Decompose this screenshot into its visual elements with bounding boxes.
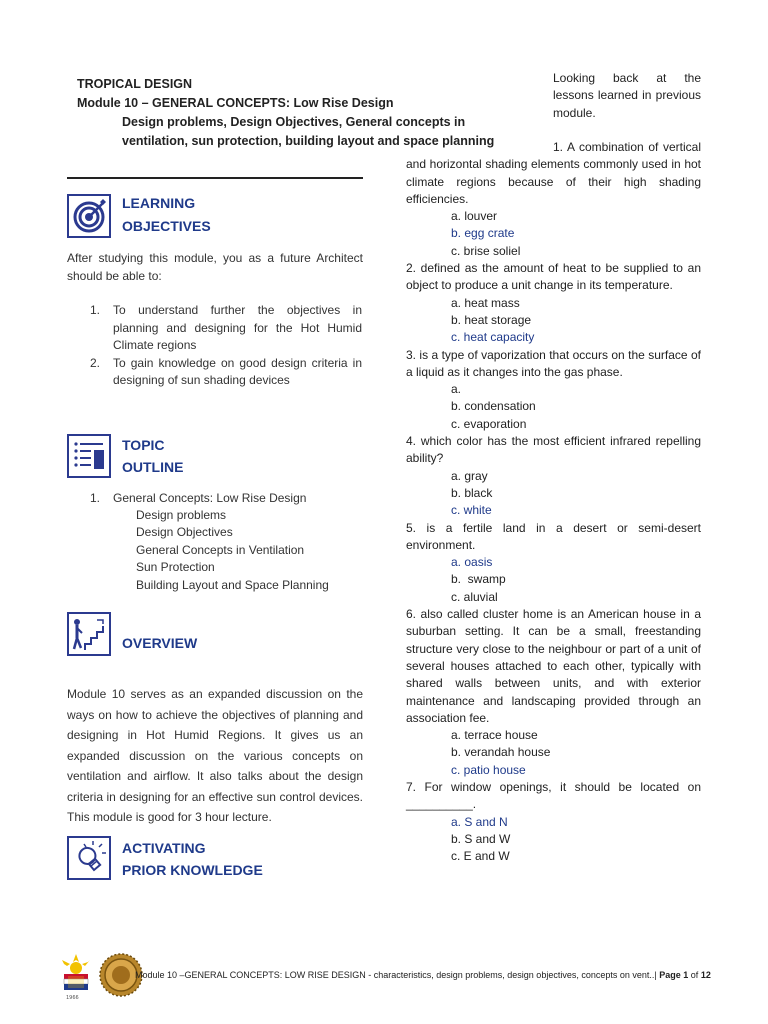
outline-sub: Design Objectives	[136, 525, 233, 539]
option: c. aluvial	[451, 589, 498, 604]
option: b. S and W	[451, 831, 511, 846]
option: a. terrace house	[451, 728, 538, 743]
option: c. evaporation	[451, 416, 527, 431]
outline-sub: Design problems	[136, 508, 227, 522]
footer	[135, 970, 711, 980]
option: a. heat mass	[451, 295, 520, 310]
outline-main: General Concepts: Low Rise Design	[113, 491, 307, 505]
learning-title-1: LEARNING	[122, 195, 196, 211]
lightbulb-icon	[67, 836, 111, 880]
option: b. swamp	[451, 572, 506, 587]
learning-title-2: OBJECTIVES	[122, 218, 211, 234]
module-subtitle-2: ventilation, sun protection, building layout and space planning	[122, 134, 495, 148]
footer-of: of	[690, 970, 699, 980]
question: 2. defined as the amount of heat to be supplied to an object to produce a unit change in its temperature.	[406, 261, 701, 293]
activating-title-2: PRIOR KNOWLEDGE	[122, 862, 263, 878]
objectives-list	[90, 302, 362, 390]
quiz	[406, 139, 701, 865]
option: a.	[451, 382, 462, 397]
target-icon	[67, 194, 111, 238]
option: b. heat storage	[451, 312, 532, 327]
footer-page-number: 1	[683, 970, 689, 980]
doc-title: TROPICAL DESIGN	[77, 77, 193, 91]
learning-intro: After studying this module, you as a future Architect should be able to:	[67, 251, 363, 283]
activating-title-1: ACTIVATING	[122, 840, 206, 856]
option-answer: c. white	[451, 503, 492, 518]
option: c. brise soliel	[451, 243, 521, 258]
question: 1. A combination of vertical and horizontal shading elements commonly used in hot climate regions because of their high shading efficiencies.	[406, 140, 701, 206]
outline-sub: General Concepts in Ventilation	[136, 543, 305, 557]
right-intro: Looking back at the lessons learned in previous module.	[553, 71, 701, 120]
option-answer: a. oasis	[451, 555, 493, 570]
question: 5. is a fertile land in a desert or semi-desert environment.	[406, 520, 701, 552]
list-item: 2. To gain knowledge on good design criteria in designing of sun shading devices	[90, 355, 362, 387]
option: a. gray	[451, 468, 488, 483]
option: a. louver	[451, 209, 498, 224]
option: b. verandah house	[451, 745, 551, 760]
option-answer: a. S and N	[451, 814, 508, 829]
option-answer: c. heat capacity	[451, 330, 535, 345]
footer-text: Module 10 –GENERAL CONCEPTS: LOW RISE DESIGN - characteristics, design problems, design objectives, concepts on vent..|	[135, 970, 657, 980]
option-answer: b. egg crate	[451, 226, 515, 241]
outline-list-icon	[67, 434, 111, 478]
option: b. condensation	[451, 399, 536, 414]
overview-text: Module 10 serves as an expanded discussion on the ways on how to achieve the objectives of planning and designing in Hot Humid Regions. It gives us an expanded discussion on the various concepts on ventilation and airflow. It also talks about the design criteria in designing for an effective sun control devices. This module is good for 3 hour lecture.	[67, 687, 363, 824]
logo-year: 1966	[66, 995, 79, 1001]
question: 6. also called cluster home is an American house in a suburban setting. It can be a small, freestanding structure very close to the neighbour or part of a unit of several houses attached to each other, typically with shared walls between units, and with exterior maintenance and landscaping provided through an association fee.	[406, 607, 701, 725]
list-item: 1. To understand further the objectives in planning and designing for the Hot Humid Climate regions	[90, 303, 362, 352]
option: b. black	[451, 485, 493, 500]
question: 4. which color has the most efficient infrared repelling ability?	[406, 434, 701, 466]
module-subtitle-1: Design problems, Design Objectives, General concepts in	[122, 115, 466, 129]
outline-sub: Sun Protection	[136, 560, 215, 574]
outline-num: 1.	[90, 491, 101, 505]
footer-page-total: 12	[700, 970, 711, 980]
question: 7. For window openings, it should be located on __________.	[406, 779, 701, 812]
university-logo	[56, 952, 96, 1002]
stairs-walker-icon	[67, 612, 111, 656]
module-title: Module 10 – GENERAL CONCEPTS: Low Rise Design	[77, 96, 394, 110]
option: c. E and W	[451, 849, 510, 864]
outline-sub: Building Layout and Space Planning	[136, 578, 329, 592]
overview-title: OVERVIEW	[122, 635, 198, 651]
footer-page-label: Page	[659, 970, 681, 980]
question: 3. is a type of vaporization that occurs on the surface of a liquid as it changes into the gas phase.	[406, 347, 701, 379]
topic-title-2: OUTLINE	[122, 459, 184, 475]
topic-title-1: TOPIC	[122, 437, 165, 453]
section-divider	[67, 177, 363, 179]
option-answer: c. patio house	[451, 762, 526, 777]
